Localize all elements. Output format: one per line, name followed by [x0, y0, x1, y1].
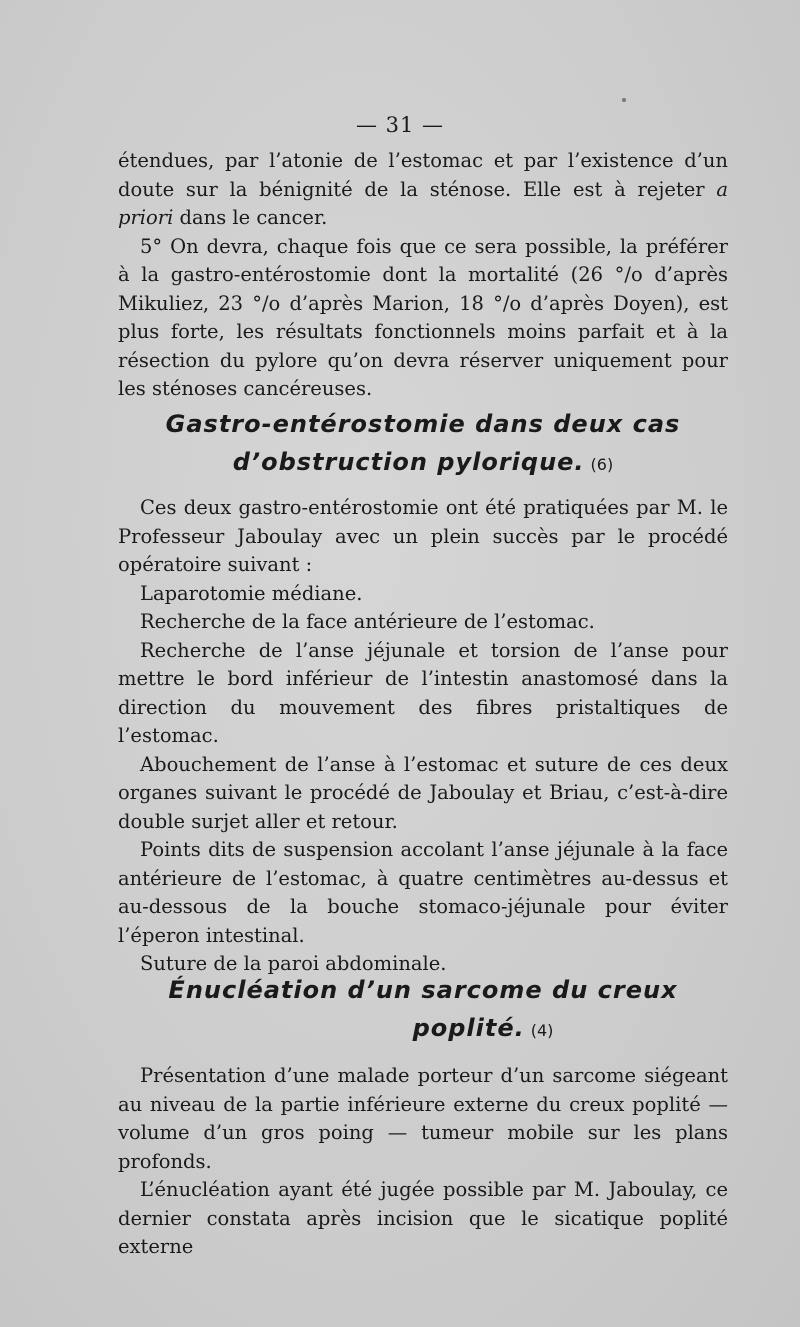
reference-note: (6): [590, 455, 614, 474]
heading-line: poplité. (4): [412, 1014, 554, 1042]
paragraph: L’énucléation ayant été jugée possible par M. Jaboulay, ce dernier constata après incision que le sicatique poplité externe: [118, 1178, 728, 1258]
paragraph: Recherche de l’anse jéjunale et torsion de l’anse pour mettre le bord inférieur de l’intestin anastomosé dans la direction du mouvement des fibres pristaltiques de l’estomac.: [118, 638, 728, 747]
paragraph: Présentation d’une malade porteur d’un sarcome siégeant au niveau de la partie inférieure externe du creux poplité — volume d’un gros poing — tumeur mobile sur les plans profonds.: [118, 1064, 728, 1173]
text-block-sarcome: [118, 1062, 728, 1262]
reference-note: (4): [530, 1021, 554, 1040]
paragraph: Recherche de la face antérieure de l’estomac.: [140, 610, 595, 633]
section-heading-sarcome: [118, 971, 728, 1050]
paragraph: Suture de la paroi abdominale.: [140, 952, 447, 975]
paragraph: 5° On devra, chaque fois que ce sera possible, la préférer à la gastro-entérostomie dont la mortalité (26 °/o d’après Mikuliez, 23 °/o d’après Marion, 18 °/o d’après Doyen), est plus forte, les résultats fonctionnels moins parfait et à la résection du pylore qu’on devra réserver uniquement pour les sténoses cancéreuses.: [118, 234, 728, 400]
text-block-intro: [118, 147, 728, 404]
paragraph: Abouchement de l’anse à l’estomac et suture de ces deux organes suivant le procédé de Jaboulay et Briau, c’est-à-dire double surjet aller et retour.: [118, 752, 728, 833]
paragraph: Points dits de suspension accolant l’anse jéjunale à la face antérieure de l’estomac, à quatre centimètres au-dessus et au-dessous de la bouche stomaco-jéjunale pour éviter l’éperon intestinal.: [118, 838, 728, 947]
page-number: — 31 —: [355, 113, 445, 137]
paragraph: étendues, par l’atonie de l’estomac et par l’existence d’un doute sur la bénignité de la sténose. Elle est à rejeter a priori dans le cancer.: [118, 149, 728, 229]
ink-speck: [622, 98, 626, 102]
italic-term: a priori: [118, 177, 728, 229]
heading-line: Énucléation d’un sarcome du creux: [168, 976, 678, 1004]
section-heading-gastro: [118, 405, 728, 484]
heading-line: d’obstruction pylorique. (6): [232, 448, 614, 476]
heading-line: Gastro-entérostomie dans deux cas: [165, 410, 681, 438]
paragraph: Ces deux gastro-entérostomie ont été pratiquées par M. le Professeur Jaboulay avec un plein succès par le procédé opératoire suivant :: [118, 496, 728, 576]
paragraph: Laparotomie médiane.: [140, 581, 363, 605]
text-block-gastro: [118, 494, 728, 979]
